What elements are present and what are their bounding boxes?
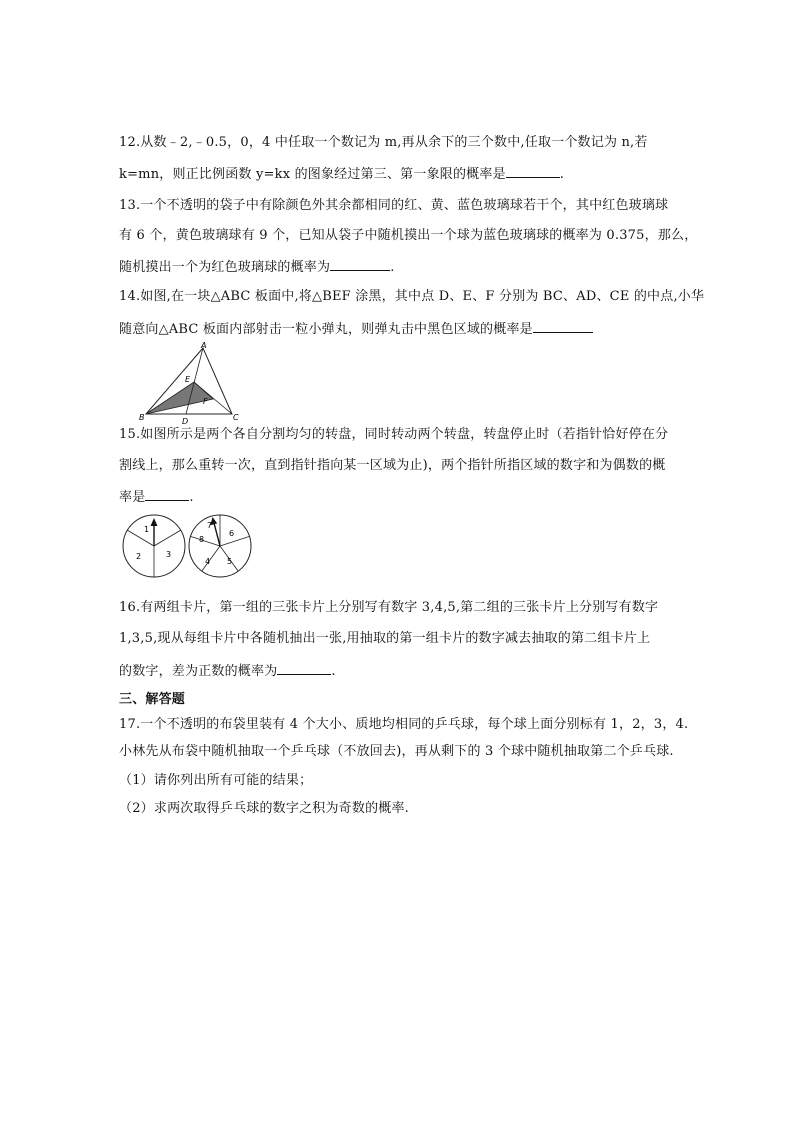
q12-line2-end: . xyxy=(559,167,565,182)
q17-line2: 小林先从布袋中随机抽取一个乒乓球（不放回去)，再从剩下的 3 个球中随机抽取第二个乒乓球. xyxy=(119,744,674,759)
spinner-1-sector-label: 3 xyxy=(166,550,172,559)
spinner-2-sector-label: 8 xyxy=(199,535,205,544)
q13-line1: 13.一个不透明的袋子中有除颜色外其余都相同的红、黄、蓝色玻璃球若干个，其中红色玻璃球 xyxy=(119,198,669,213)
q13-line3 xyxy=(119,258,395,276)
q13-line2: 有 6 个，黄色玻璃球有 9 个，已知从袋子中随机摸出一个球为蓝色玻璃球的概率为 0.375，那么， xyxy=(119,228,698,243)
q12-answer-blank xyxy=(506,165,560,178)
q12-line2 xyxy=(119,165,564,183)
q16-line3 xyxy=(119,662,336,680)
q17-line1: 17.一个不透明的布袋里装有 4 个大小、质地均相同的乒乓球，每个球上面分别标有 1，2，3，4. xyxy=(119,717,689,732)
q12-line1: 12.从数﹣2,﹣0.5，0，4 中任取一个数记为 m,再从余下的三个数中,任取一个数记为 n,若 xyxy=(119,135,648,150)
label-b: B xyxy=(139,413,145,422)
label-d: D xyxy=(182,417,189,426)
q14-line2-text: 随意向△ABC 板面内部射击一粒小弹丸，则弹丸击中黑色区域的概率是 xyxy=(119,322,533,337)
spinner-1-sector-label: 2 xyxy=(136,552,142,561)
label-c: C xyxy=(233,413,239,422)
q16-line3-end: . xyxy=(331,664,336,679)
q17-sub1: （1）请你列出所有可能的结果； xyxy=(119,773,313,788)
spinner-2-sector-label: 7 xyxy=(207,521,213,530)
triangle-figure xyxy=(138,342,240,426)
q15-line3 xyxy=(119,488,194,506)
spinners-figure xyxy=(120,512,256,580)
q14-line1: 14.如图,在一块△ABC 板面中,将△BEF 涂黑，其中点 D、E、F 分别为 BC、AD、CE 的中点,小华 xyxy=(119,289,705,304)
q16-line2: 1,3,5,现从每组卡片中各随机抽出一张,用抽取的第一组卡片的数字减去抽取的第二组卡片上 xyxy=(119,631,651,646)
spinner-2-sector-label: 6 xyxy=(229,529,235,538)
spinner-2-sector-label: 5 xyxy=(227,557,233,566)
q14-answer-blank xyxy=(533,320,593,333)
spinner-2-sector-label: 4 xyxy=(205,557,211,566)
q15-line1: 15.如图所示是两个各自分割均匀的转盘，同时转动两个转盘，转盘停止时（若指针恰好停在分 xyxy=(119,427,669,442)
label-e: E xyxy=(185,375,191,384)
spinner-1-sector-label: 1 xyxy=(144,525,150,534)
label-f: F xyxy=(203,397,208,406)
q16-line1: 16.有两组卡片，第一组的三张卡片上分别写有数字 3,4,5,第二组的三张卡片上分别写有数字 xyxy=(119,600,659,615)
label-a: A xyxy=(201,342,207,350)
q13-line3-end: . xyxy=(390,260,395,275)
q13-line3-text: 随机摸出一个为红色玻璃球的概率为 xyxy=(119,260,331,275)
section-heading: 三、解答题 xyxy=(119,692,186,707)
q15-line3-end: . xyxy=(189,490,194,505)
q16-line3-text: 的数字，差为正数的概率为 xyxy=(119,664,278,679)
q13-answer-blank xyxy=(330,258,390,271)
q15-line3-text: 率是 xyxy=(119,490,146,505)
q15-line2: 割线上，那么重转一次，直到指针指向某一区域为止)，两个指针所指区域的数字和为偶数的概 xyxy=(119,458,666,473)
q12-line2-text: k=mn，则正比例函数 y=kx 的图象经过第三、第一象限的概率是 xyxy=(119,167,506,182)
q17-sub2: （2）求两次取得乒乓球的数字之积为奇数的概率. xyxy=(119,801,410,816)
q16-answer-blank xyxy=(277,662,331,675)
q14-line2 xyxy=(119,320,593,338)
q15-answer-blank xyxy=(145,488,189,501)
